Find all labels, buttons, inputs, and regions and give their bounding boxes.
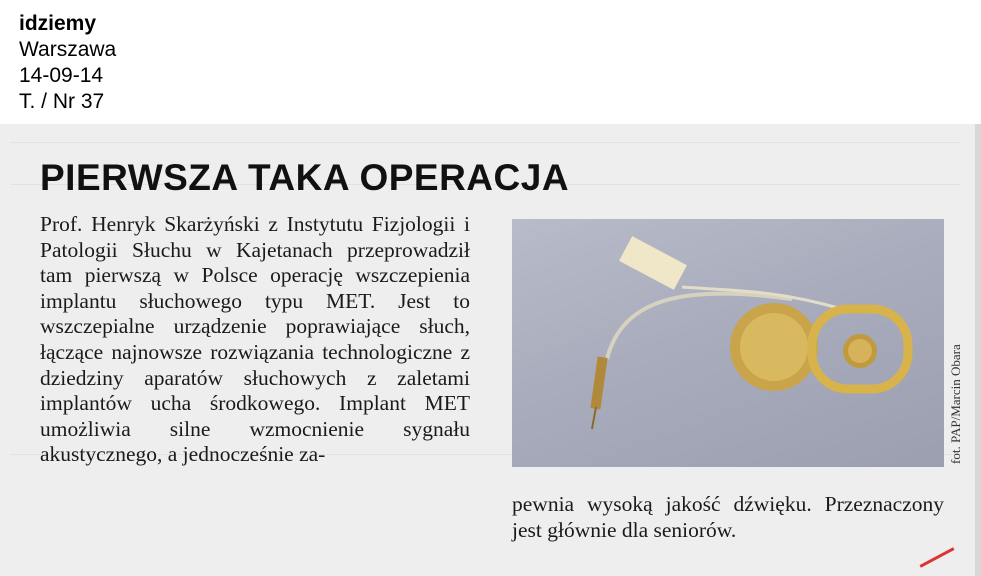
implant-magnet-face xyxy=(848,339,872,363)
source-info xyxy=(19,11,116,115)
implant-label-tag xyxy=(619,236,687,290)
press-clipping xyxy=(0,124,981,576)
implant-electrode xyxy=(590,357,607,410)
article-body-left: Prof. Henryk Skarżyński z Instytutu Fizjologii i Patologii Słuchu w Kajetanach przeprowadził tam pierwszą w Polsce operację wszczepienia implantu słuchowego typu MET. Jest to wszczepialne urządzenie poprawiające słuch, łączące najnowsze rozwiązania technologiczne z dziedziny aparatów słuchowych z zaletami implantów ucha środkowego. Implant MET umożliwia silne wzmocnienie sygnału akustycznego, a jednocześnie za- xyxy=(40,212,470,467)
hearing-implant-illustration xyxy=(512,219,944,467)
article-headline: PIERWSZA TAKA OPERACJA xyxy=(40,157,570,198)
photo-credit: fot. PAP/Marcin Obara xyxy=(948,344,963,464)
publication-name: idziemy xyxy=(19,12,97,35)
clipping-edge xyxy=(975,124,981,576)
implant-housing-face xyxy=(740,313,808,381)
publication-date: 14-09-14 xyxy=(19,64,104,87)
publication-city: Warszawa xyxy=(19,38,117,61)
implant-electrode-tip xyxy=(592,407,596,429)
article-body-right: pewnia wysoką jakość dźwięku. Przeznaczony jest głównie dla seniorów. xyxy=(512,492,944,542)
bleed-through-line xyxy=(10,142,961,143)
implant-photo xyxy=(512,219,944,467)
publication-issue: T. / Nr 37 xyxy=(19,90,105,113)
